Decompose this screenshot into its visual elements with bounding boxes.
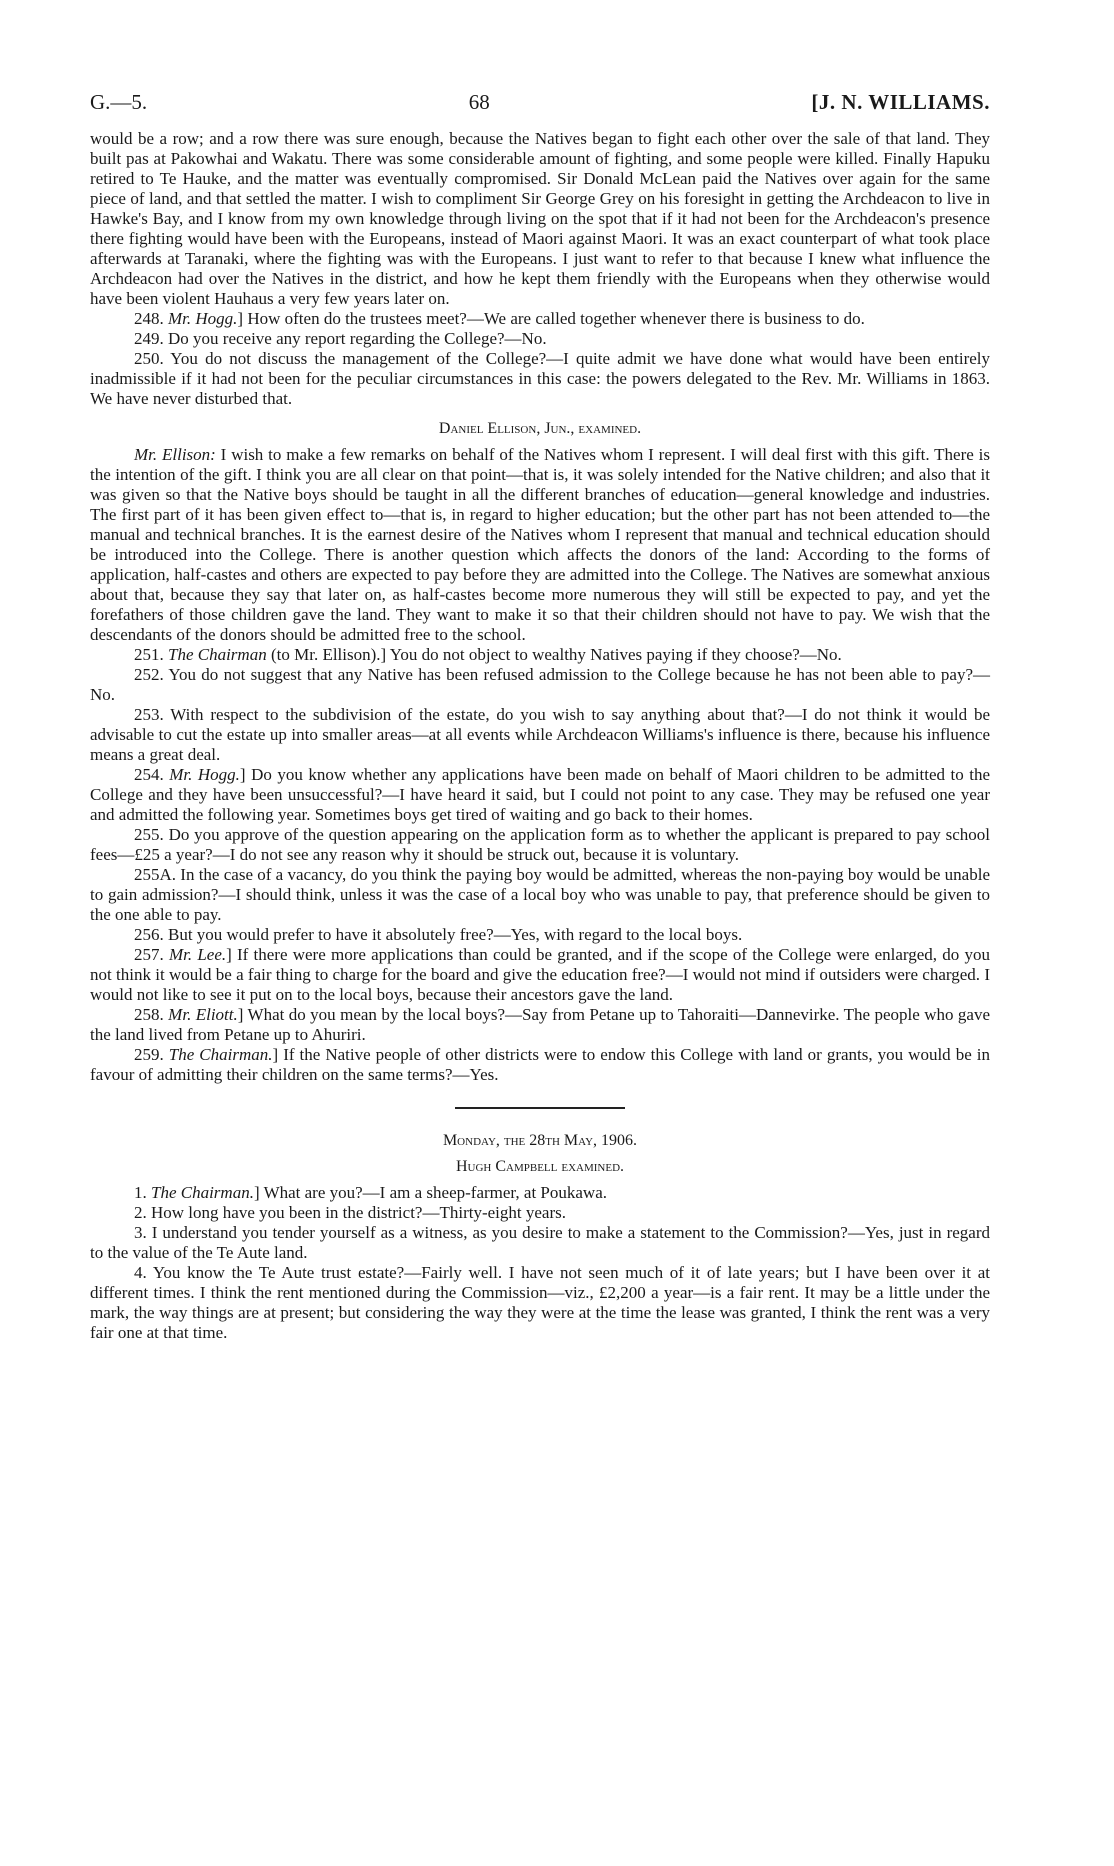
ellison-statement	[90, 445, 990, 645]
question-number: 251.	[134, 645, 168, 664]
question-number: 259.	[134, 1045, 169, 1064]
question-252: 252. You do not suggest that any Native has been refused admission to the College because he has not been able to pay?—No.	[90, 665, 990, 704]
question-text: ] How often do the trustees meet?—We are called together whenever there is business to do.	[237, 309, 865, 328]
speaker-label: The Chairman.	[151, 1183, 254, 1202]
page-header	[90, 90, 990, 115]
speaker-label: Mr. Hogg.	[169, 765, 240, 784]
question-number: 1.	[134, 1183, 151, 1202]
question-text: (to Mr. Ellison).] You do not object to wealthy Natives paying if they choose?—No.	[266, 645, 842, 664]
witness-heading-ellison: Daniel Ellison, Jun., examined.	[438, 420, 642, 437]
question-257	[90, 945, 990, 1005]
question-text: ] What do you mean by the local boys?—Say from Petane up to Tahoraiti—Dannevirke. The people who gave the land lived from Petane up to Ahuriri.	[90, 1005, 991, 1044]
section-divider	[455, 1107, 625, 1109]
question-259	[90, 1045, 990, 1085]
question-255: 255. Do you approve of the question appearing on the application form as to whether the applicant is prepared to pay school fees—£25 a year?—I do not see any reason why it should be struck out, because it is voluntary.	[90, 825, 990, 864]
question-text: ] If there were more applications than could be granted, and if the scope of the College were enlarged, do you not think it would be a fair thing to charge for the board and give the education free?—I would not mind if outsiders were charged. I would not like to see it put on to the local boys, because their ancestors gave the land.	[90, 945, 990, 1004]
question-254	[90, 765, 990, 825]
document-page	[90, 90, 990, 1343]
question-number: 257.	[134, 945, 169, 964]
question-text: ] Do you know whether any applications have been made on behalf of Maori children to be admitted to the College and they have been unsuccessful?—I have heard it said, but I could not point to any case. They may be refused one year and admitted the following year. Sometimes boys get tired of waiting and go back to their homes.	[90, 765, 991, 824]
statement-text: I wish to make a few remarks on behalf of the Natives whom I represent. I will deal first with this gift. There is the intention of the gift. I think you are all clear on that point—that is, it was solely intended for the Native children; and also that it was given so that the Native boys should be taught in all the different branches of education—general knowledge and industries. The first part of it has been given effect to—that is, in regard to higher education; but the other part has not been attended to—the manual and technical branches. It is the earnest desire of the Natives whom I represent that manual and technical education should be introduced into the College. There is another question which affects the donors of the land: According to the forms of application, half-castes and others are expected to pay before they are admitted into the College. The Natives are somewhat anxious about that, because they say that later on, as half-castes become more numerous they will still be expected to pay, and yet the forefathers of those children gave the land. They want to make it so that their children should not have to pay. We wish that the descendants of the donors should be admitted free to the school.	[90, 445, 990, 644]
question-4: 4. You know the Te Aute trust estate?—Fairly well. I have not seen much of it of late years; but I have been over it at different times. I think the rent mentioned during the Commission—viz., £2,200 a year—is a fair rent. It may be a little under the mark, the way things are at present; but considering the way they were at the time the lease was granted, I think the rent was a very fair one at that time.	[90, 1263, 990, 1342]
question-text: ] If the Native people of other districts were to endow this College with land or grants, you would be in favour of admitting their children on the same terms?—Yes.	[90, 1045, 991, 1084]
question-3: 3. I understand you tender yourself as a witness, as you desire to make a statement to the Commission?—Yes, just in regard to the value of the Te Aute land.	[90, 1223, 990, 1262]
question-251	[90, 645, 990, 665]
question-255a: 255A. In the case of a vacancy, do you think the paying boy would be admitted, whereas the non-paying boy would be unable to gain admission?—I should think, unless it was the case of a local boy who was unable to pay, that preference should be given to the one able to pay.	[90, 865, 990, 924]
witness-heading-campbell: Hugh Campbell examined.	[455, 1158, 625, 1175]
question-1	[90, 1183, 990, 1203]
continuation-paragraph: would be a row; and a row there was sure enough, because the Natives began to fight each other over the sale of that land. They built pas at Pakowhai and Wakatu. There was some considerable amount of fighting, and some people were killed. Finally Hapuku retired to Te Hauke, and the matter was eventually compromised. Sir Donald McLean paid the Natives over again for the same piece of land, and that settled the matter. I wish to compliment Sir George Grey on his foresight in getting the Archdeacon to live in Hawke's Bay, and I know from my own knowledge through living on the spot that if it had not been for the Archdeacon's presence there fighting would have been with the Europeans, instead of Maori against Maori. It was an exact counterpart of what took place afterwards at Taranaki, where the fighting was with the Europeans. I just want to refer to that because I knew what influence the Archdeacon had over the Natives in the district, and how he kept them friendly with the Europeans when they otherwise would have been violent Hauhaus a very few years later on.	[90, 129, 990, 308]
header-left-ref: G.—5.	[90, 90, 148, 114]
speaker-label: The Chairman.	[168, 1045, 273, 1064]
speaker-label: The Chairman	[168, 645, 267, 664]
speaker-label: Mr. Hogg.	[168, 309, 238, 328]
question-248: 248. Mr. Hogg.] How often do the trustees meet?—We are called together whenever there is business to do.	[134, 309, 865, 328]
question-256: 256. But you would prefer to have it absolutely free?—Yes, with regard to the local boys.	[134, 925, 743, 944]
speaker-label: Mr. Eliott.	[168, 1005, 238, 1024]
header-right-ref: [J. N. WILLIAMS.	[811, 90, 990, 114]
speaker-label: Mr. Ellison:	[134, 445, 216, 464]
question-number: 254.	[134, 765, 170, 784]
question-258	[90, 1005, 990, 1045]
question-2: 2. How long have you been in the district?—Thirty-eight years.	[134, 1203, 566, 1222]
speaker-label: Mr. Lee.	[168, 945, 227, 964]
question-253: 253. With respect to the subdivision of the estate, do you wish to say anything about that?—I do not think it would be advisable to cut the estate up into smaller areas—at all events while Archdeacon Williams's influence is there, because his influence means a great deal.	[90, 705, 990, 764]
page-number: 68	[468, 90, 490, 114]
question-number: 258.	[134, 1005, 169, 1024]
date-heading: Monday, the 28th May, 1906.	[442, 1132, 638, 1149]
question-text: ] What are you?—I am a sheep-farmer, at Poukawa.	[253, 1183, 607, 1202]
question-250: 250. You do not discuss the management of the College?—I quite admit we have done what would have been entirely inadmissible if it had not been for the peculiar circumstances in this case: the powers delegated to the Rev. Mr. Williams in 1863. We have never disturbed that.	[90, 349, 990, 408]
question-249: 249. Do you receive any report regarding the College?—No.	[134, 329, 547, 348]
